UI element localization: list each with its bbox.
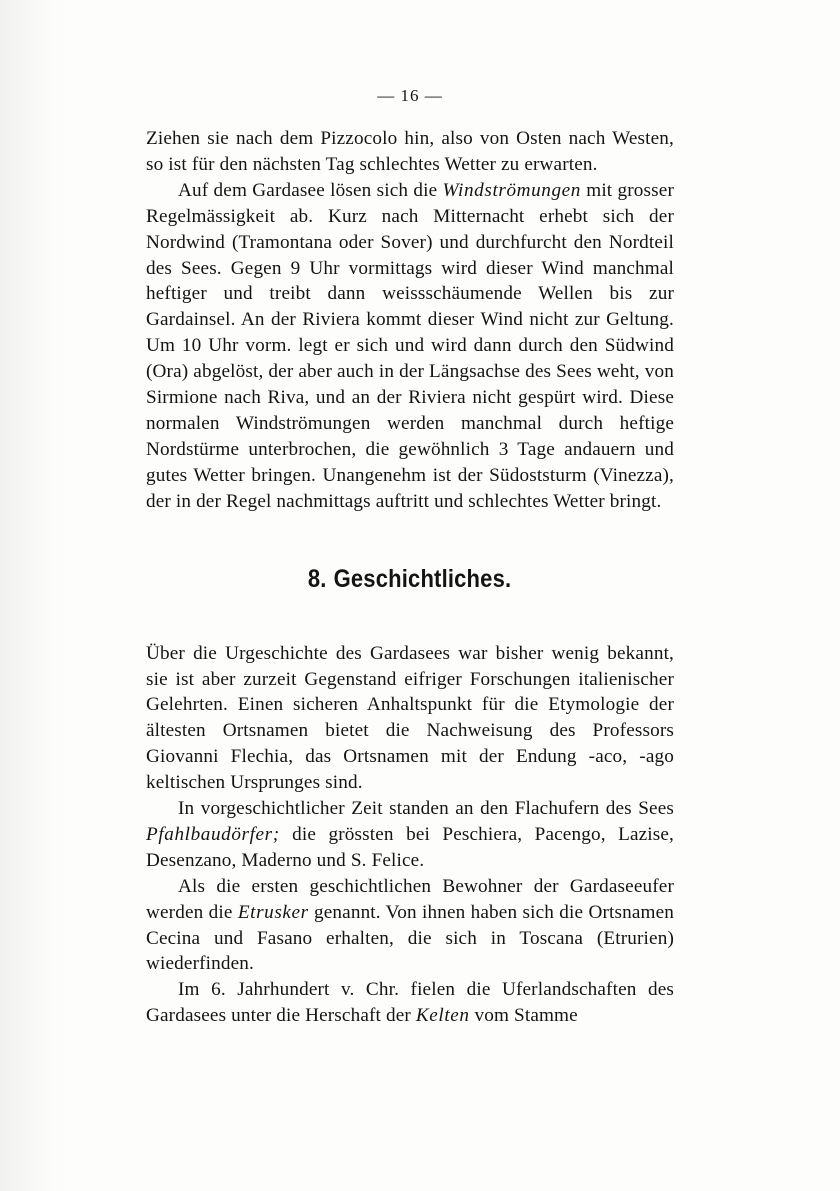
paragraph-pile-dwellings — [146, 796, 674, 874]
text-run: Als die ersten geschichtlichen Bewohner der Gardaseeufer werden die — [146, 875, 674, 923]
paragraph-wind-currents — [146, 178, 674, 515]
text-run: In vorgeschichtlicher Zeit standen an den Flachufern des Sees — [178, 798, 674, 820]
text-run: genannt. Von ihnen haben sich die Ortsnamen Cecina und Fasano erhalten, die sich in Toscana (Etrurien) wiederfinden. — [146, 901, 674, 975]
paragraph-prehistory: Über die Urgeschichte des Gardasees war bisher wenig bekannt, sie ist aber zurzeit Gegenstand eifriger Forschungen italienischer Gelehrten. Einen sicheren Anhaltspunkt für die Etymologie der ältesten Ortsnamen bietet die Nachweisung des Professors Giovanni Flechia, das Ortsnamen mit der Endung -aco, -ago keltischen Ursprunges sind. — [146, 642, 674, 794]
emphasis-pfahlbaudoerfer: Pfahlbaudörfer; — [146, 823, 280, 845]
page-content — [146, 84, 674, 1029]
section-title — [308, 559, 511, 599]
paragraph-wind-direction: Ziehen sie nach dem Pizzocolo hin, also von Osten nach Westen, so ist für den nächsten Tag schlechtes Wetter zu erwarten. — [146, 128, 674, 175]
section-title-text: Geschichtliches. — [334, 564, 512, 593]
text-run: Im 6. Jahrhundert v. Chr. fielen die Uferlandschaften des Gardasees unter die Herschaft der — [146, 979, 674, 1027]
paragraph-celts — [146, 977, 674, 1029]
emphasis-kelten: Kelten — [415, 1005, 470, 1027]
text-run: mit grosser Regelmässigkeit ab. Kurz nach Mitternacht erhebt sich der Nordwind (Tramontana oder Sover) und durchfurcht den Nordteil des Sees. Gegen 9 Uhr vormittags wird dieser Wind manchmal heftiger und treibt dann weissschäumende Wellen bis zur Gardainsel. An der Riviera kommt dieser Wind nicht zur Geltung. Um 10 Uhr vorm. legt er sich und wird dann durch den Südwind (Ora) abgelöst, der aber auch in der Längsachse des Sees weht, von Sirmione nach Riva, und an der Riviera nicht gespürt wird. Diese normalen Windströmungen werden manchmal durch heftige Nordstürme unterbrochen, die gewöhnlich 3 Tage andauern und gutes Wetter bringen. Unangenehm ist der Südoststurm (Vinezza), der in der Regel nachmittags auftritt und schlechtes Wetter bringt. — [146, 179, 674, 512]
page-number: — 16 — — [377, 86, 443, 105]
text-run: vom Stamme — [469, 1005, 578, 1027]
section-heading — [146, 559, 674, 599]
text-run: Auf dem Gardasee lösen sich die — [178, 179, 443, 201]
scan-edge-shadow — [0, 0, 70, 1191]
text-run: die grössten bei Peschiera, Pacengo, Lazise, Desenzano, Maderno und S. Felice. — [146, 823, 674, 871]
emphasis-windstroemungen: Windströmungen — [442, 179, 581, 201]
paragraph-etruscans — [146, 874, 674, 978]
emphasis-etrusker: Etrusker — [237, 901, 309, 923]
section-number: 8. — [308, 564, 327, 593]
